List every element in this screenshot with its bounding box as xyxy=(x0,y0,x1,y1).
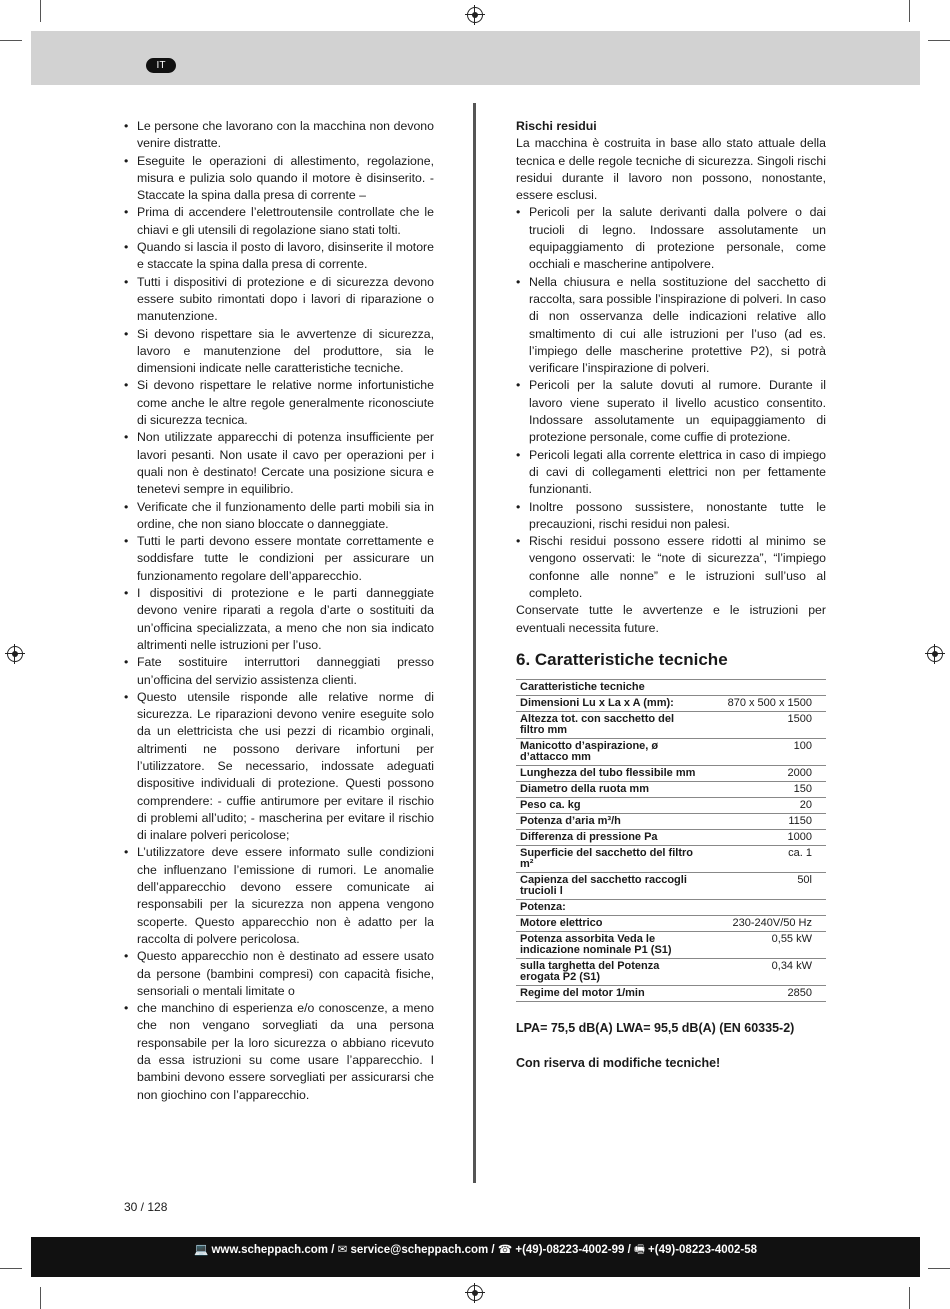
crop-mark xyxy=(909,0,910,22)
spec-value: 1150 xyxy=(702,813,826,829)
spec-label: Diametro della ruota mm xyxy=(516,781,702,797)
spec-label: Altezza tot. con sacchetto del filtro mm xyxy=(516,711,702,738)
table-row xyxy=(516,695,826,711)
list-item: • Verificate che il funzionamento delle parti mobili sia in ordine, che non siano bloccate o danneggiate. xyxy=(124,499,434,534)
crop-mark xyxy=(909,1287,910,1309)
table-row xyxy=(516,765,826,781)
right-column xyxy=(516,118,826,1073)
spec-label: Manicotto d’aspirazione, ø d’attacco mm xyxy=(516,738,702,765)
list-item: • Pericoli per la salute dovuti al rumore. Durante il lavoro viene superato il livello acustico consentito. Indossare assolutamente un equipaggiamento di protezione personale, come cuffie di protezione. xyxy=(516,377,826,446)
spec-value xyxy=(702,899,826,915)
spec-label: Potenza d’aria m³/h xyxy=(516,813,702,829)
spec-value: 0,55 kW xyxy=(702,931,826,958)
list-item: • Eseguite le operazioni di allestimento, regolazione, misura e pulizia solo quando il motore è disinserito. - Staccate la spina dalla presa di corrente – xyxy=(124,153,434,205)
phone-icon: ☎ xyxy=(497,1244,513,1256)
list-item: • L’utilizzatore deve essere informato sulle condizioni che influenzano l’emissione di rumori. Le anomalie dell’apparecchio devono essere comunicate ai responsabili per la sicurezza non appena vengono scoperte. Questo apparecchio non è adatto per la raccolta di polvere pericolosa. xyxy=(124,844,434,948)
list-item: • Inoltre possono sussistere, nonostante tutte le precauzioni, rischi residui non palesi. xyxy=(516,499,826,534)
spec-value: 2000 xyxy=(702,765,826,781)
spec-label: Potenza assorbita Veda le indicazione nominale P1 (S1) xyxy=(516,931,702,958)
computer-icon: 💻 xyxy=(193,1244,209,1256)
list-item: • Non utilizzate apparecchi di potenza insufficiente per lavori pesanti. Non usate il cavo per operazioni per i quali non è destinato! Cercate una posizione sicura e tenetevi sempre in equilibrio. xyxy=(124,429,434,498)
spec-value: 230-240V/50 Hz xyxy=(702,915,826,931)
spec-label: Superficie del sacchetto del filtro m² xyxy=(516,845,702,872)
list-item: • Pericoli per la salute derivanti dalla polvere o dai trucioli di legno. Indossare assolutamente un equipaggiamento di protezione personale, come occhiali e mascherine antipolvere. xyxy=(516,204,826,273)
registration-mark-icon xyxy=(467,1285,483,1301)
list-item: • Prima di accendere l’elettroutensile controllate che le chiavi e gli utensili di regolazione siano stati tolti. xyxy=(124,204,434,239)
spec-value: 150 xyxy=(702,781,826,797)
spec-value: 50l xyxy=(702,872,826,899)
list-item: • Questo apparecchio non è destinato ad essere usato da persone (bambini compresi) con capacità fisiche, sensoriali o mentali limitate o xyxy=(124,948,434,1000)
residual-risks-list xyxy=(516,204,826,602)
list-item: • Le persone che lavorano con la macchina non devono venire distratte. xyxy=(124,118,434,153)
list-item: • Quando si lascia il posto di lavoro, disinserite il motore e staccate la spina dalla presa di corrente. xyxy=(124,239,434,274)
table-row xyxy=(516,872,826,899)
spec-label: Motore elettrico xyxy=(516,915,702,931)
list-item: • Si devono rispettare sia le avvertenze di sicurezza, lavoro e manutenzione del produttore, sia le dimensioni indicate nelle caratteristiche tecniche. xyxy=(124,326,434,378)
table-row xyxy=(516,679,826,695)
list-item: • Nella chiusura e nella sostituzione del sacchetto di raccolta, sara possible l’inspirazione di polveri. In caso di non osservanza delle indicazioni relative allo smaltimento di cui alle istruzioni per l’uso (ad es. l’impiego delle mascherine protettive P2), si potrà verificare l’inspirazione di polveri. xyxy=(516,274,826,378)
residual-risks-closing: Conservate tutte le avvertenze e le istruzioni per eventuali necessita future. xyxy=(516,603,826,635)
table-row xyxy=(516,958,826,985)
spec-value: 1000 xyxy=(702,829,826,845)
list-item: • Fate sostituire interruttori danneggiati presso un’officina del servizio assistenza clienti. xyxy=(124,654,434,689)
page-number: 30 / 128 xyxy=(124,1200,168,1214)
spec-label: Dimensioni Lu x La x A (mm): xyxy=(516,695,702,711)
registration-mark-icon xyxy=(467,7,483,23)
table-row xyxy=(516,845,826,872)
footer-email[interactable]: service@scheppach.com / xyxy=(350,1244,495,1256)
spec-label: Lunghezza del tubo flessibile mm xyxy=(516,765,702,781)
footer-website[interactable]: www.scheppach.com / xyxy=(211,1244,335,1256)
email-icon: ✉ xyxy=(337,1244,348,1256)
crop-mark xyxy=(928,40,950,41)
spec-value: ca. 1 xyxy=(702,845,826,872)
crop-mark xyxy=(40,0,41,22)
reservation-note: Con riserva di modifiche tecniche! xyxy=(516,1056,721,1071)
crop-mark xyxy=(928,1268,950,1269)
table-row xyxy=(516,829,826,845)
spec-value: 2850 xyxy=(702,985,826,1001)
spec-label: Capienza del sacchetto raccogli trucioli l xyxy=(516,872,702,899)
spec-value: 20 xyxy=(702,797,826,813)
footer-fax: +(49)-08223-4002-58 xyxy=(648,1244,758,1256)
spec-value xyxy=(702,679,826,695)
table-row xyxy=(516,899,826,915)
spec-label: Peso ca. kg xyxy=(516,797,702,813)
spec-value: 1500 xyxy=(702,711,826,738)
list-item: • Questo utensile risponde alle relative norme di sicurezza. Le riparazioni devono venire eseguite solo da un elettricista che usi pezzi di ricambio orginali, altrimenti ne possono derivare infortuni per l’utilizzatore. Se necessario, indossate adeguati dispositive individuali di protezione. Questi possono comprendere: - cuffie antirumore per evitare il rischio di problemi all’udito; - mascherina per evitare il rischio di inalare polveri pericolose; xyxy=(124,689,434,845)
table-row xyxy=(516,711,826,738)
column-divider xyxy=(473,103,476,1183)
spec-label: sulla targhetta del Potenza erogata P2 (S1) xyxy=(516,958,702,985)
list-item: • Tutti le parti devono essere montate correttamente e soddisfare tutte le condizioni per assicurare un funzionamento regolare dell’apparecchio. xyxy=(124,533,434,585)
table-row xyxy=(516,813,826,829)
crop-mark xyxy=(0,1268,22,1269)
crop-mark xyxy=(0,40,22,41)
spec-label: Differenza di pressione Pa xyxy=(516,829,702,845)
safety-instructions-list xyxy=(124,118,434,1104)
list-item: • I dispositivi di protezione e le parti danneggiate devono venire riparati a regola d’arte o sostituiti da un’officina specializzata, a meno che non sia indicato altrimenti nelle istruzioni per l’uso. xyxy=(124,585,434,654)
spec-label: Regime del motor 1/min xyxy=(516,985,702,1001)
list-item: • Si devono rispettare le relative norme infortunistiche come anche le altre regole generalmente riconosciute di sicurezza tecnica. xyxy=(124,377,434,429)
residual-risks-heading: Rischi residui xyxy=(516,119,597,133)
left-column xyxy=(124,118,434,1104)
language-badge: IT xyxy=(146,58,176,73)
table-row xyxy=(516,738,826,765)
spec-value: 0,34 kW xyxy=(702,958,826,985)
list-item: • Pericoli legati alla corrente elettrica in caso di impiego di cavi di collegamenti elettrici non per fettamente funzionanti. xyxy=(516,447,826,499)
table-row xyxy=(516,931,826,958)
table-row xyxy=(516,797,826,813)
crop-mark xyxy=(40,1287,41,1309)
fax-icon: 🖷 xyxy=(633,1244,645,1256)
footer-phone: +(49)-08223-4002-99 / xyxy=(515,1244,631,1256)
footer-bar xyxy=(31,1237,920,1277)
spec-label: Caratteristiche tecniche xyxy=(516,679,702,695)
spec-label: Potenza: xyxy=(516,899,702,915)
noise-values: LPA= 75,5 dB(A) LWA= 95,5 dB(A) (EN 60335-2) xyxy=(516,1020,795,1035)
table-row xyxy=(516,781,826,797)
spec-value: 870 x 500 x 1500 xyxy=(702,695,826,711)
residual-risks-intro: La macchina è costruita in base allo stato attuale della tecnica e delle regole tecniche di sicurezza. Singoli rischi residui durante il lavoro non possono, nonostante, essere esclusi. xyxy=(516,136,826,203)
registration-mark-icon xyxy=(7,646,23,662)
table-row xyxy=(516,985,826,1001)
list-item: • che manchino di esperienza e/o conoscenze, a meno che non vengano sorvegliati da una persona responsabile per la loro sicurezza o abbiano ricevuto da essa istruzioni su come usare l’apparecchio. I bambini devono essere sorvegliati per assicurarsi che non giochino con l’apparecchio. xyxy=(124,1000,434,1104)
specs-heading: 6. Caratteristiche tecniche xyxy=(516,649,728,669)
table-row xyxy=(516,915,826,931)
specs-table xyxy=(516,679,826,1002)
list-item: • Rischi residui possono essere ridotti al minimo se vengono osservati: le “note di sicurezza”, “l’impiego confonne alle nonne” e le istruzioni sull’uso al completo. xyxy=(516,533,826,602)
registration-mark-icon xyxy=(927,646,943,662)
list-item: • Tutti i dispositivi di protezione e di sicurezza devono essere subito rimontati dopo i lavori di riparazione o manutenzione. xyxy=(124,274,434,326)
spec-value: 100 xyxy=(702,738,826,765)
